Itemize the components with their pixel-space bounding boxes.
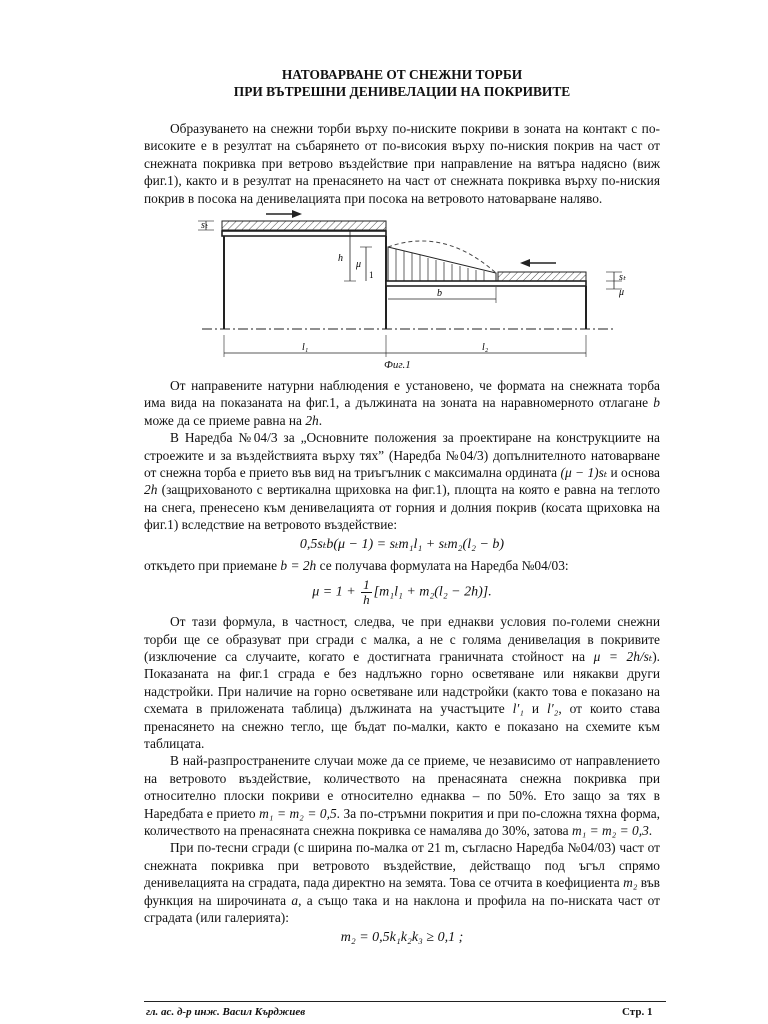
high-roof-snow — [222, 221, 386, 230]
wind-arrow-left-head — [520, 259, 530, 267]
footer-page-number: Стр. 1 — [622, 1006, 653, 1018]
label-one: 1 — [369, 270, 374, 281]
footer-divider — [144, 1001, 666, 1002]
label-s2: sₜ — [619, 272, 626, 284]
figure-1 — [144, 207, 660, 377]
paragraph-6: В най-разпространените случаи може да се приеме, че независимо от направлението на ветровото въздействие, количеството на пренасяната снежна покривка при относително плоски покриви е относително еднаква – по 50%. Ето защо за тях в Наредбата е прието m₁ = m₂ = 0,5. За по-стръмни покрития и при по-сложна тяхна форма, количеството на пренасяната снежна покривка се намалява до 30%, затова m₁ = m₂ = 0,3. — [144, 753, 660, 838]
formula-2: μ = 1 + $\frac{1}{h}$ [m₁l₁ + m₂(l₂ − 2h)]. — [312, 577, 492, 608]
paragraph-1: Образуването на снежни торби върху по-ниските покриви в зоната на контакт с по-високите е в резултат на събарянето от по-високия върху по-ниския покрив на част от снежната покривка при ветрово въздействие при направление на вятъра надясно (виж фиг.1), както и в резултат на пренасянето на част от снежната покривка върху по-ниския покрив в посока на денивелацията при посока на ветровото натоварване наляво. — [144, 121, 660, 206]
page-content — [144, 66, 660, 948]
high-roof-slab — [222, 231, 386, 236]
low-roof-snow — [498, 272, 586, 281]
label-mu-s: μ — [356, 259, 362, 271]
formula-1: 0,5sₜb(μ − 1) = sₜm₁l₁ + sₜm₂(l₂ − b) — [299, 536, 505, 552]
label-l1: l₁ — [302, 342, 309, 354]
drift-vertical-hatch — [396, 249, 484, 281]
label-s1: sₜ — [201, 220, 208, 232]
low-roof-slab — [386, 281, 586, 286]
label-b: b — [437, 288, 442, 300]
formula-3: m₂ = 0,5k₁k₂k₃ ≥ 0,1 ; — [340, 930, 464, 946]
label-l2: l₂ — [482, 342, 489, 354]
label-h-small: μ — [619, 287, 625, 299]
paragraph-3: В Наредба №04/3 за „Основните положения за проектиране на конструкциите на строежите и за въздействията върху тях” (Наредба №04/3) допълнителното натоварване от снежна торба е прието във вид на триъгълник с максимална ордината (μ − 1)sₜ и основа 2h (защрихованото с вертикална щриховка на фиг.1), площта на която е равна на теглото на снега, пренесено към денивелацията от горния и долния покрив (косата щриховка на фиг.1) вследствие на ветровото въздействие: — [144, 430, 660, 533]
paragraph-7: При по-тесни сгради (с ширина по-малка от 21 m, съгласно Наредба №04/03) част от снежната покривка при ветровото въздействие, действащо под ъгъл спрямо денивелацията на сградата, пада директно на земята. Това се отчита в коефициента m₂ във функция на широчината a, а също така и на наклона и профила на по-ниската част от сградата (или галерията): — [144, 840, 660, 925]
wind-arrow-right-head — [292, 210, 302, 218]
title-line-2: ПРИ ВЪТРЕШНИ ДЕНИВЕЛАЦИИ НА ПОКРИВИТЕ — [233, 84, 571, 99]
paragraph-5: От тази формула, в частност, следва, че при еднакви условия по-големи снежни торби ще се образуват при сгради с малка, а не с голяма денивелация в покривите (изключение са случаите, когато е достигната граничната стойност на μ = 2h/sₜ). Показаната на фиг.1 сграда е без надлъжно горно осветяване или някакви други надстройки. При наличие на горно осветяване или надстройки (както това е показано на схемата в приложената таблица) дължината на участъците l′₁ и l′₂, от които става пренасянето на снежно тегло, ще бъдат по-малки, както е показано на схемите към таблицата. — [144, 614, 660, 751]
title-line-1: НАТОВАРВАНЕ ОТ СНЕЖНИ ТОРБИ — [281, 67, 523, 82]
figure-caption: Фиг.1 — [384, 359, 411, 372]
footer-author: гл. ас. д-р инж. Васил Кърджиев — [146, 1006, 306, 1018]
label-h: h — [338, 253, 343, 265]
paragraph-2: От направените натурни наблюдения е установено, че формата на снежната торба има вида на показаната на фиг.1, а дължината на зоната на наравномерното отлагане b може да се приеме равна на 2h. — [144, 378, 660, 428]
snow-drift-diagram — [144, 207, 660, 377]
paragraph-4: откъдето при приемане b = 2h се получава формулата на Наредба №04/03: — [144, 557, 569, 573]
